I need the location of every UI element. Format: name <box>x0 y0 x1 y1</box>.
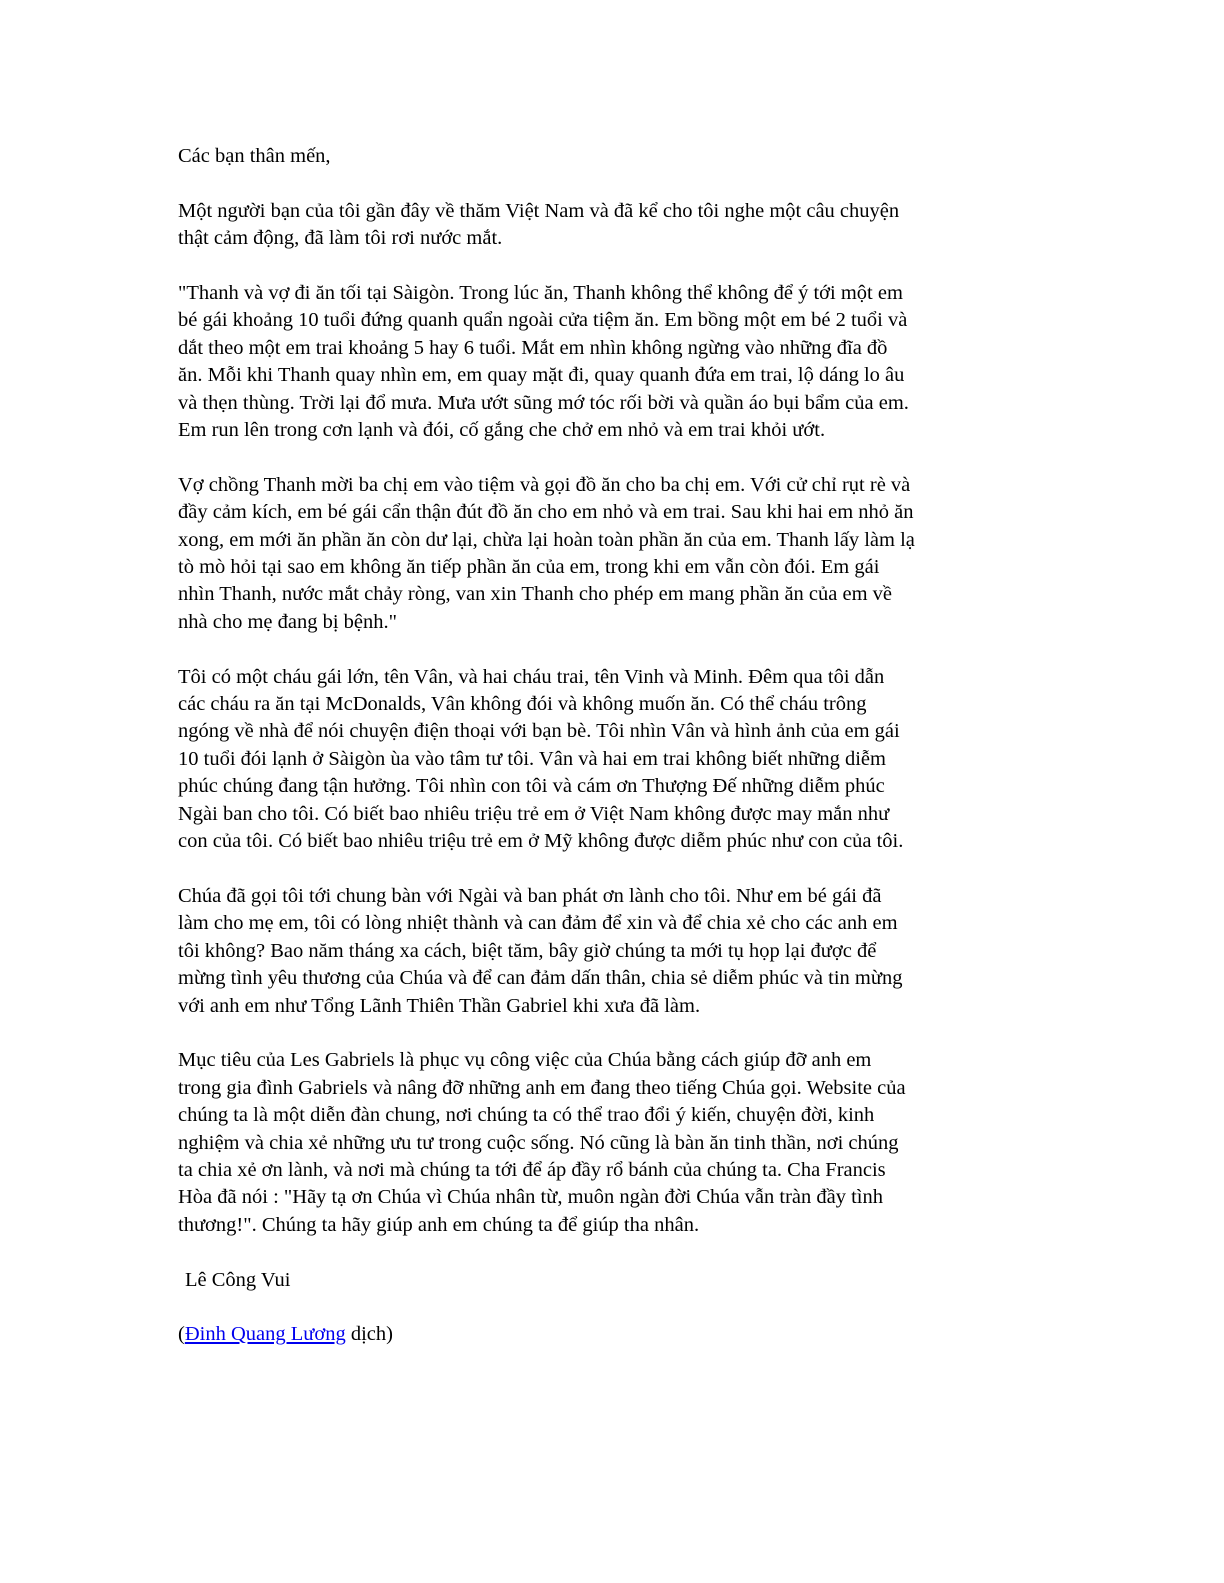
paragraph-5: Chúa đã gọi tôi tới chung bàn với Ngài và ban phát ơn lành cho tôi. Như em bé gái đã làm cho mẹ em, tôi có lòng nhiệt thành và can đảm để xin và để chia xẻ cho các anh em tôi không? Bao năm tháng xa cách, biệt tăm, bây giờ chúng ta mới tụ họp lại được để mừng tình yêu thương của Chúa và để can đảm dấn thân, chia sẻ diễm phúc và tin mừng với anh em như Tổng Lãnh Thiên Thần Gabriel khi xưa đã làm. <box>178 884 903 1017</box>
signature: Lê Công Vui <box>185 1268 291 1291</box>
paragraph-2: "Thanh và vợ đi ăn tối tại Sàigòn. Trong lúc ăn, Thanh không thể không để ý tới một em bé gái khoảng 10 tuổi đứng quanh quẩn ngoài cửa tiệm ăn. Em bồng một em bé 2 tuổi và dắt theo một em trai khoảng 5 hay 6 tuổi. Mắt em nhìn không ngừng vào những đĩa đồ ăn. Mỗi khi Thanh quay nhìn em, em quay mặt đi, quay quanh đứa em trai, lộ dáng lo âu và thẹn thùng. Trời lại đổ mưa. Mưa ướt sũng mớ tóc rối bời và quần áo bụi bẩm của em. Em run lên trong cơn lạnh và đói, cố gắng che chở em nhỏ và em trai khỏi ướt. <box>178 282 909 442</box>
paragraph-1: Một người bạn của tôi gần đây về thăm Việt Nam và đã kể cho tôi nghe một câu chuyện thật cảm động, đã làm tôi rơi nước mắt. <box>178 199 900 250</box>
translator-credit <box>178 1321 1048 1348</box>
letter-body <box>178 143 1048 1349</box>
credit-suffix: dịch) <box>345 1323 393 1346</box>
translator-link[interactable]: Đinh Quang Lương <box>184 1323 346 1346</box>
credit-open-paren: ( <box>178 1323 185 1346</box>
paragraph-3: Vợ chồng Thanh mời ba chị em vào tiệm và gọi đồ ăn cho ba chị em. Với cử chỉ rụt rè và đầy cảm kích, em bé gái cẩn thận đút đồ ăn cho em nhỏ và em trai. Sau khi hai em nhỏ ăn xong, em mới ăn phần ăn còn dư lại, chừa lại hoàn toàn phần ăn của em. Thanh lấy làm lạ tò mò hỏi tại sao em không ăn tiếp phần ăn của em, trong khi em vẫn còn đói. Em gái nhìn Thanh, nước mắt chảy ròng, van xin Thanh cho phép em mang phần ăn của em về nhà cho mẹ đang bị bệnh." <box>178 473 915 633</box>
paragraph-6: Mục tiêu của Les Gabriels là phục vụ công việc của Chúa bằng cách giúp đỡ anh em trong gia đình Gabriels và nâng đỡ những anh em đang theo tiếng Chúa gọi. Website của chúng ta là một diễn đàn chung, nơi chúng ta có thể trao đổi ý kiến, chuyện đời, kinh nghiệm và chia xẻ những ưu tư trong cuộc sống. Nó cũng là bàn ăn tinh thần, nơi chúng ta chia xẻ ơn lành, và nơi mà chúng ta tới để áp đầy rổ bánh của chúng ta. Cha Francis Hòa đã nói : "Hãy tạ ơn Chúa vì Chúa nhân từ, muôn ngàn đời Chúa vẫn tràn đầy tình thương!". Chúng ta hãy giúp anh em chúng ta để giúp tha nhân. <box>178 1049 906 1236</box>
paragraph-4: Tôi có một cháu gái lớn, tên Vân, và hai cháu trai, tên Vinh và Minh. Đêm qua tôi dẫn các cháu ra ăn tại McDonalds, Vân không đói và không muốn ăn. Có thể cháu trông ngóng về nhà để nói chuyện điện thoại với bạn bè. Tôi nhìn Vân và hình ảnh của em gái 10 tuổi đói lạnh ở Sàigòn ùa vào tâm tư tôi. Vân và hai em trai không biết những diễm phúc chúng đang tận hưởng. Tôi nhìn con tôi và cám ơn Thượng Đế những diễm phúc Ngài ban cho tôi. Có biết bao nhiêu triệu trẻ em ở Việt Nam không được may mắn như con của tôi. Có biết bao nhiêu triệu trẻ em ở Mỹ không được diễm phúc như con của tôi. <box>178 665 904 853</box>
greeting: Các bạn thân mến, <box>178 145 331 167</box>
